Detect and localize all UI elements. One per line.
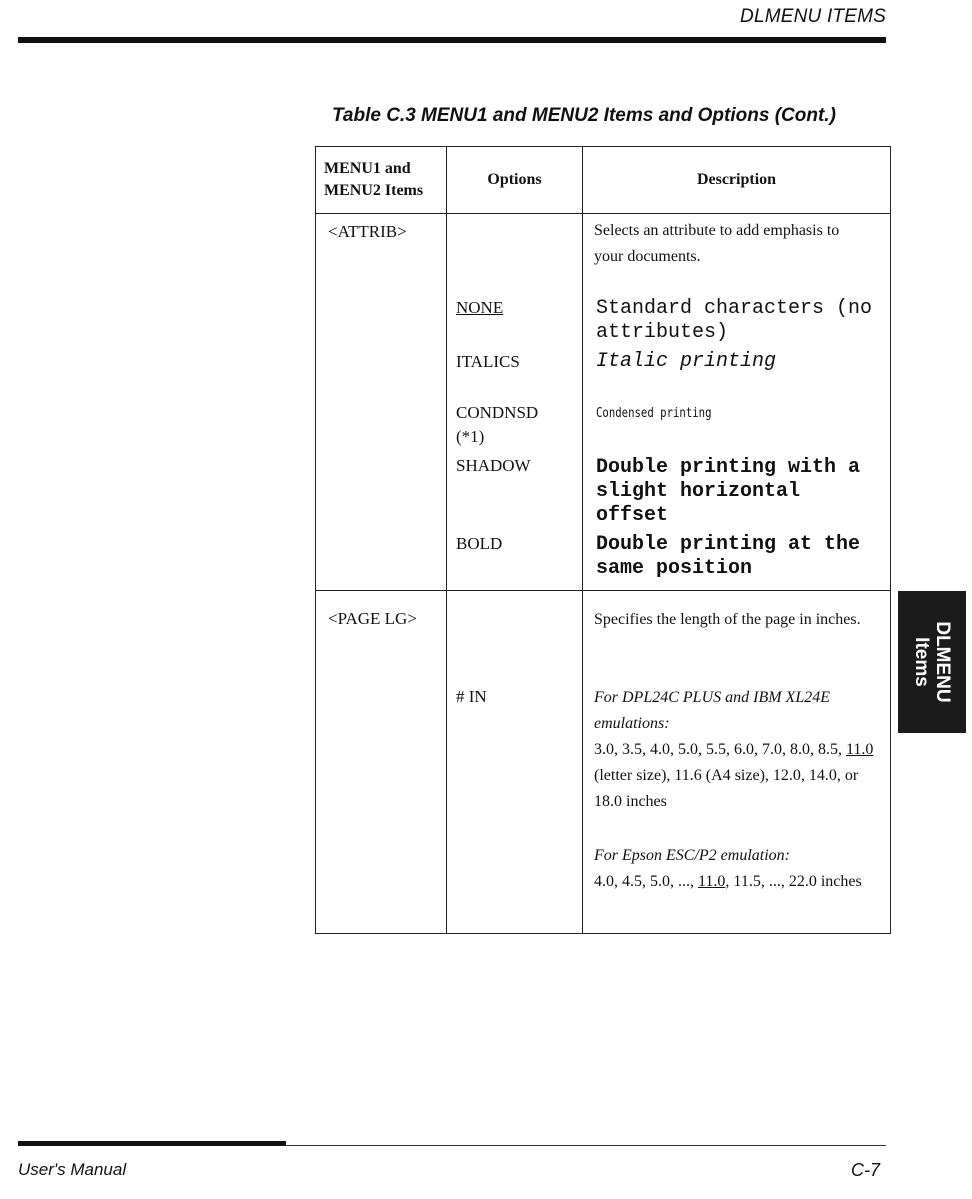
option-condnsd-note: (*1)	[456, 427, 485, 446]
option-shadow: SHADOW	[456, 456, 531, 475]
footer-rule-thick	[18, 1141, 286, 1146]
header-rule	[18, 37, 886, 43]
attrib-section	[316, 214, 891, 591]
epson-values-block	[594, 843, 864, 895]
column-header-description: Description	[583, 147, 891, 214]
dpl24c-values-after: (letter size), 11.6 (A4 size), 12.0, 14.0, or 18.0 inches	[594, 767, 859, 810]
sample-shadow-printing: Double printing with a slight horizontal offset	[596, 456, 861, 527]
item-page-lg: <PAGE LG>	[328, 609, 417, 628]
table-caption: Table C.3 MENU1 and MENU2 Items and Options (Cont.)	[332, 105, 836, 126]
epson-values-before: 4.0, 4.5, 5.0, ...,	[594, 873, 694, 890]
sample-italic-printing: Italic printing	[596, 350, 777, 373]
section-side-tab	[898, 591, 966, 733]
page-lg-section	[316, 591, 891, 934]
sample-standard-characters: Standard characters (no attributes)	[596, 297, 873, 344]
footer-page-number: C-7	[850, 1160, 880, 1180]
sample-condensed-printing: Condensed printing	[596, 406, 712, 421]
dpl24c-default-value: 11.0	[846, 741, 874, 758]
dpl24c-heading: For DPL24C PLUS and IBM XL24E emulations:	[594, 689, 830, 732]
attrib-description: Selects an attribute to add emphasis to your documents.	[594, 222, 840, 265]
option-num-in: # IN	[456, 687, 487, 706]
side-tab-label	[911, 621, 953, 702]
epson-default-value: 11.0	[698, 873, 726, 890]
epson-heading: For Epson ESC/P2 emulation:	[594, 847, 790, 864]
running-header-title: DLMENU ITEMS	[740, 6, 886, 27]
dpl24c-values-block	[594, 685, 886, 815]
item-attrib: <ATTRIB>	[328, 222, 407, 241]
page-lg-description: Specifies the length of the page in inches.	[594, 611, 861, 628]
side-tab-line2: Items	[911, 637, 932, 687]
table-header-row	[316, 147, 891, 214]
epson-values-after: , 11.5, ..., 22.0 inches	[725, 873, 862, 890]
side-tab-line1: DLMENU	[932, 621, 953, 703]
table-row	[316, 591, 891, 934]
option-none: NONE	[456, 298, 504, 317]
table-row	[316, 214, 891, 591]
column-header-options: Options	[447, 147, 583, 214]
option-condnsd: CONDNSD	[456, 403, 539, 422]
footer-manual-title: User's Manual	[18, 1160, 127, 1179]
sample-bold-printing: Double printing at the same position	[596, 533, 861, 580]
dpl24c-values-before: 3.0, 3.5, 4.0, 5.0, 5.5, 6.0, 7.0, 8.0, 8.5,	[594, 741, 842, 758]
option-italics: ITALICS	[456, 352, 520, 371]
footer-rule-thin	[286, 1145, 886, 1146]
menu-items-table	[315, 146, 891, 934]
option-bold: BOLD	[456, 534, 503, 553]
column-header-items: MENU1 and MENU2 Items	[316, 147, 447, 214]
